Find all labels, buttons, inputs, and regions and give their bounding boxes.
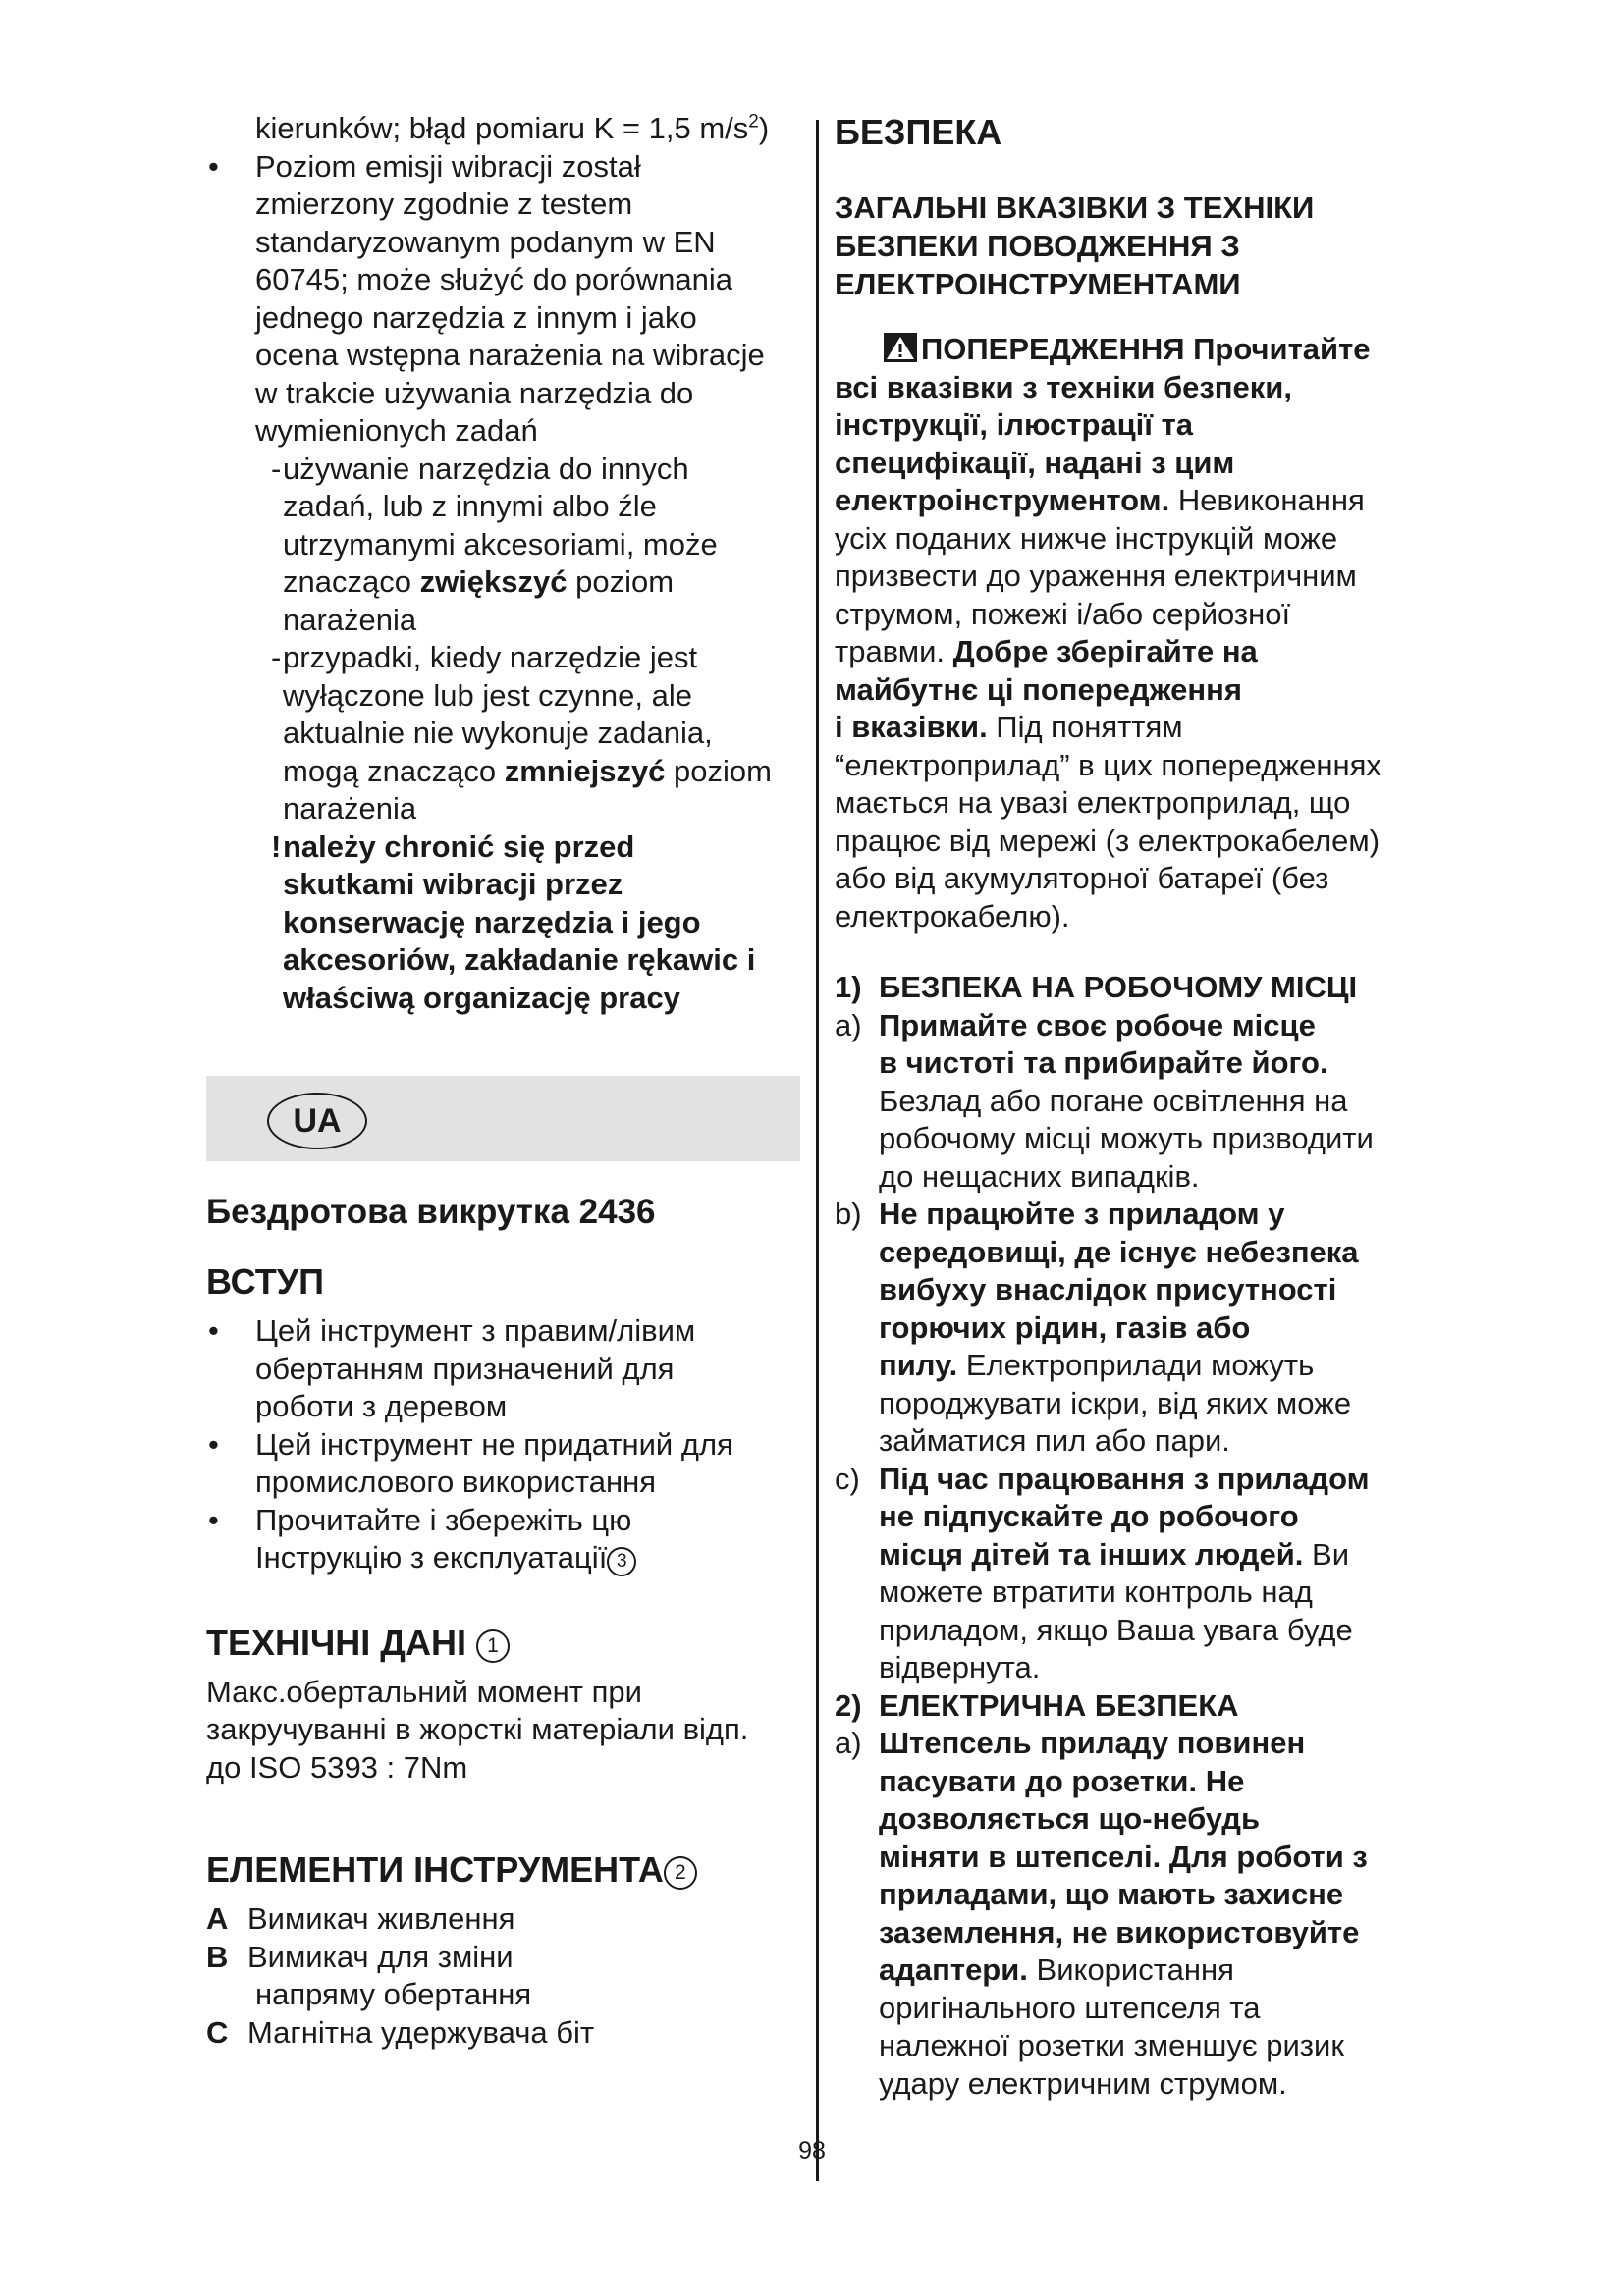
general-safety-heading: ЗАГАЛЬНІ ВКАЗІВКИ З ТЕХНІКИ БЕЗПЕКИ ПОВОДЖЕННЯ З ЕЛЕКТРОІНСТРУМЕНТАМИ	[835, 190, 1315, 301]
intro-bullet-1: • Цей інструмент з правим/лівим обертанням призначений для роботи з деревом	[206, 1312, 800, 1426]
element-item-c: C Магнітна удержувача біт	[206, 2014, 595, 2050]
tech-data-line: закручуванні в жорсткі матеріали відп.	[206, 1712, 749, 1746]
intro-bullet-3: • Прочитайте і збережіть цю Інструкцію з експлуатації 3	[206, 1502, 800, 1577]
element-item-b-cont: напряму обертання	[255, 1977, 532, 2011]
figure-ref-2: 2	[664, 1856, 697, 1890]
elements-heading: ЕЛЕМЕНТИ ІНСТРУМЕНТА 2	[206, 1847, 800, 1893]
pl-continuation-line: kierunków; błąd pomiaru K = 1,5 $m/s^2$)	[255, 111, 770, 145]
pl-bullet-emission: • Poziom emisji wibracji został zmierzony zgodnie z testem standaryzowanym podanym w EN 60745; może służyć do porównania jednego narzędzia z innym i jako ocena wstępna narażenia na wibracje w trakcie używania narzędzia do wymienionych zadań	[206, 148, 800, 451]
section-2a: a) Штепсель приладу повинен пасувати до розетки. Не дозволяється що-небудь міняти в штепселі. Для роботи з приладами, що мають захисне заземлення, не використовуйте адаптери. Використання оригінального штепселя та належної розетки зменшує ризик удару електричним струмом.	[835, 1726, 1368, 2101]
left-column	[206, 110, 800, 2052]
figure-ref-1: 1	[476, 1629, 510, 1663]
tech-data-heading: ТЕХНІЧНІ ДАНІ 1	[206, 1621, 800, 1666]
section-2-heading: 2) ЕЛЕКТРИЧНА БЕЗПЕКА	[835, 1687, 1239, 1723]
page-number: 98	[798, 2137, 826, 2164]
safety-heading: БЕЗПЕКА	[835, 112, 1002, 152]
column-divider	[816, 120, 819, 2181]
figure-ref-3: 3	[607, 1547, 636, 1576]
tech-data-line: до ISO 5393 : 7Nm	[206, 1749, 468, 1785]
section-1b: b) Не працюйте з приладом у середовищі, де існує небезпека вибуху внаслідок присутності горючих рідин, газів або пилу. Електроприлади можуть породжувати іскри, від яких може займатися пил або пари.	[835, 1197, 1359, 1458]
warning-icon	[884, 333, 917, 362]
element-item-b: B Вимикач для зміни	[206, 1939, 514, 1974]
language-band	[206, 1076, 800, 1161]
pl-dash-item-increase: - używanie narzędzia do innych zadań, lub z innymi albo źle utrzymanymi akcesoriami, może znacząco zwiększyć poziom narażenia	[271, 451, 718, 637]
product-title: Бездротова викрутка 2436	[206, 1193, 656, 1231]
pl-warning-note: ! należy chronić się przed skutkami wibracji przez konserwację narzędzia i jego akcesoriów, zakładanie rękawic i właściwą organizację pracy	[271, 828, 756, 1015]
section-1-heading: 1) БЕЗПЕКА НА РОБОЧОМУ МІСЦІ	[835, 970, 1358, 1004]
tech-data-line: Макс.обертальний момент при	[206, 1674, 642, 1709]
intro-bullet-2: • Цей інструмент не придатний для промислового використання	[206, 1426, 800, 1502]
section-1c: c) Під час працювання з приладом не підпускайте до робочого місця дітей та інших людей. Ви можете втратити контроль над приладом, якщо Ваша увага буде відвернута.	[835, 1461, 1370, 1684]
section-1a: a) Примайте своє робоче місце в чистоті та прибирайте його. Безлад або погане освітлення на робочому місці можуть призводити до нещасних випадків.	[835, 1007, 1374, 1194]
warning-paragraph: ПОПЕРЕДЖЕННЯ Прочитайте всі вказівки з техніки безпеки, інструкції, ілюстрації та специфікації, надані з цим електроінструментом. Невиконання усіх поданих нижче інструкцій може призвести до ураження електричним струмом, пожежі і/або серйозної травми. Добре зберігайте на майбутнє ці попередження і вказівки. Під поняттям “електроприлад” в цих попередженнях мається на увазі електроприлад, що працює від мережі (з електрокабелем) або від акумуляторної батареї (без електрокабелю).	[835, 332, 1381, 934]
right-column	[835, 110, 1424, 2103]
element-item-a: A Вимикач живлення	[206, 1901, 515, 1936]
language-badge: UA	[267, 1093, 367, 1149]
intro-heading: ВСТУП	[206, 1261, 324, 1302]
pl-dash-item-decrease: - przypadki, kiedy narzędzie jest wyłączone lub jest czynne, ale aktualnie nie wykonuje zadania, mogą znacząco zmniejszyć poziom narażenia	[271, 640, 772, 826]
